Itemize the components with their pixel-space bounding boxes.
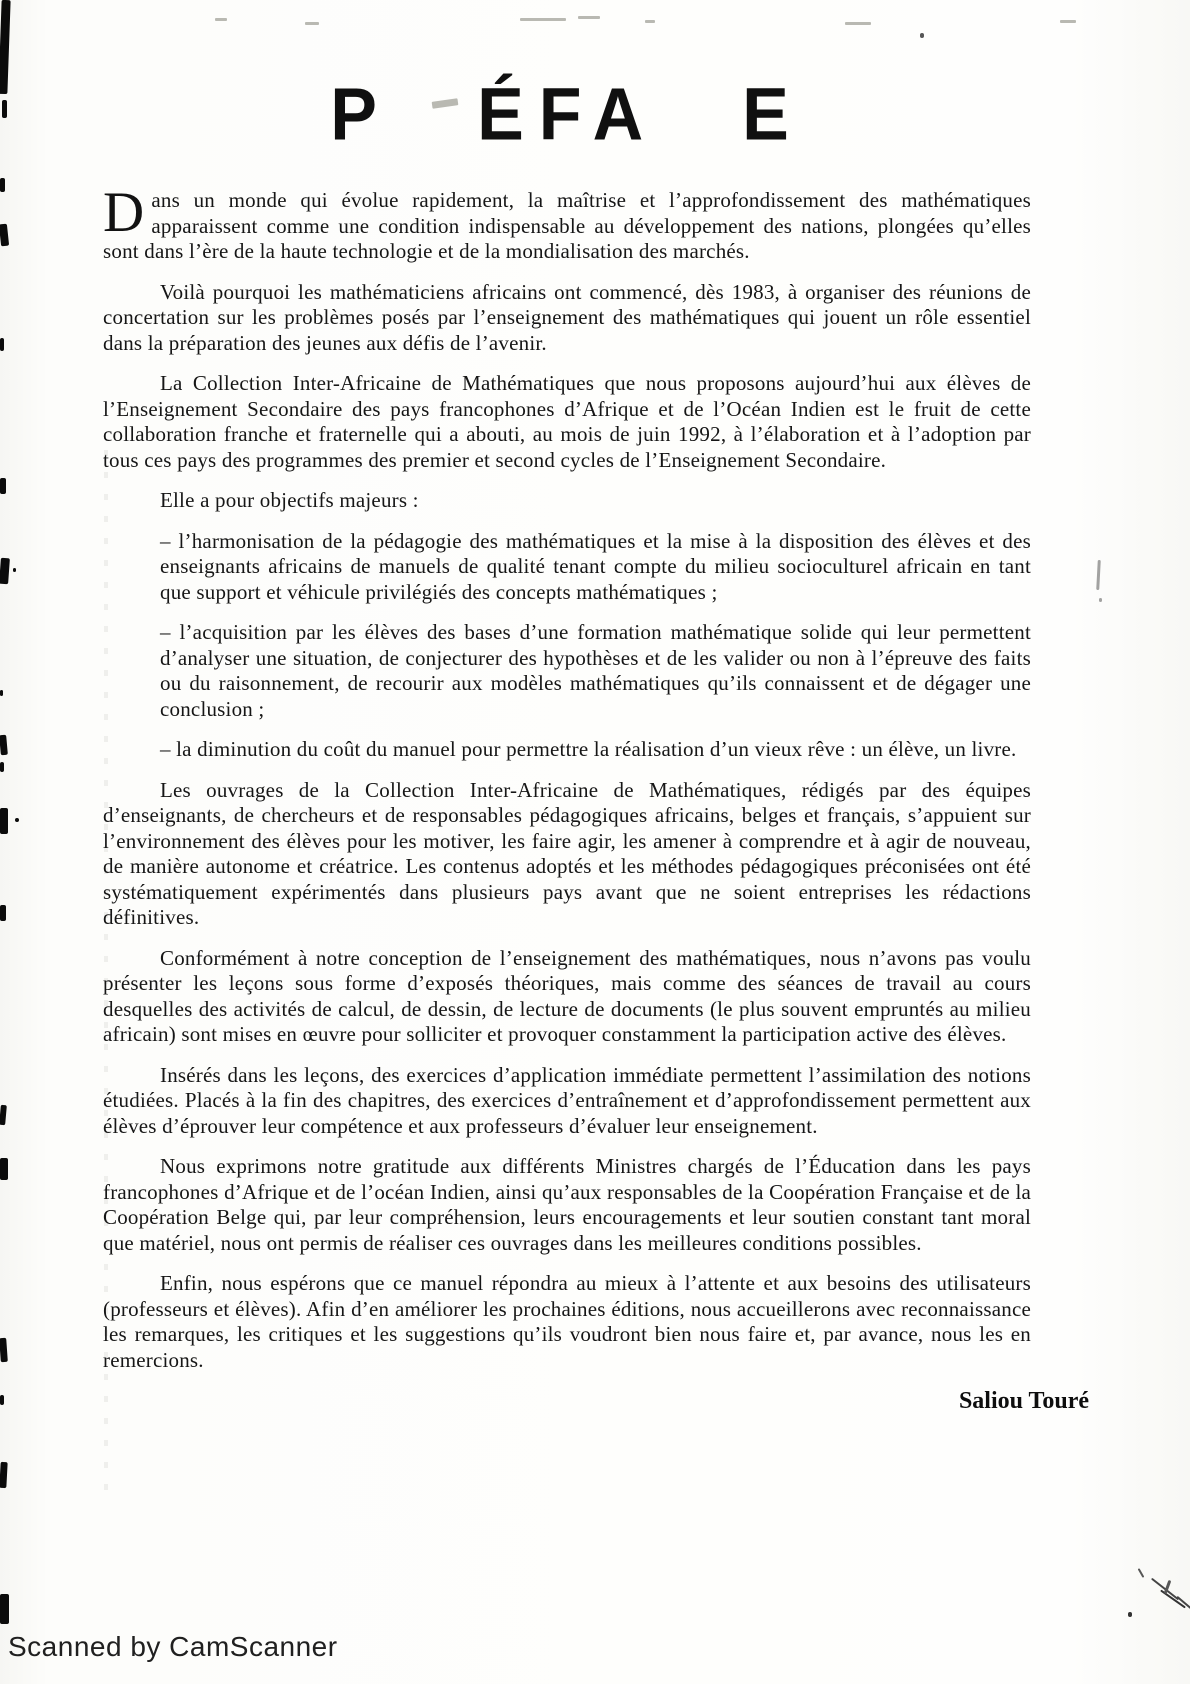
- paragraph: Les ouvrages de la Collection Inter-Africaine de Mathématiques, rédigés par des équipes d’enseignants, de chercheurs et de responsables pédagogiques africains, belges et français, s’appuient sur l’environnement des élèves pour les motiver, les faire agir, les amener à comprendre et à agir de nouveau, de manière autonome et créatrice. Les contenus adoptés et les méthodes pédagogiques préconisées ont été systématiquement expérimentés dans plusieurs pays avant que ne soient entreprises les rédactions définitives.: [103, 777, 1031, 929]
- scan-artifact: [0, 735, 8, 756]
- scan-artifact: [0, 1338, 8, 1362]
- scan-artifact: [0, 905, 6, 921]
- scan-artifact: [520, 18, 566, 21]
- scan-artifact: [305, 22, 319, 25]
- scan-artifact: [0, 1395, 4, 1405]
- scan-artifact: [0, 1158, 8, 1180]
- scan-artifact: [1138, 1568, 1145, 1578]
- scan-artifact: [0, 178, 5, 192]
- scan-artifact: [578, 16, 600, 19]
- scan-artifact: [0, 558, 10, 585]
- scan-artifact: [920, 33, 924, 38]
- objective-item: – l’harmonisation de la pédagogie des mathématiques et la mise à la disposition des élèves et des enseignants africains de manuels de qualité tenant compte du milieu socioculturel africain en tant que support et véhicule privilégiés des concepts mathématiques ;: [160, 528, 1031, 604]
- scan-artifact: [0, 690, 3, 696]
- scan-artifact: [0, 1462, 8, 1488]
- objective-item: – l’acquisition par les élèves des bases d’une formation mathématique solide qui leur permettent d’analyser une situation, de conjecturer des hypothèses et de les valider ou non à l’épreuve des faits ou du raisonnement, de recourir aux modèles mathématiques qu’ils connaissent et de dégager une conclusion ;: [160, 620, 1031, 721]
- scan-artifact: [215, 18, 227, 21]
- objectives-intro: Elle a pour objectifs majeurs :: [160, 488, 419, 512]
- scan-artifact: [1060, 20, 1076, 23]
- preface-text-block: [103, 56, 1089, 1415]
- scan-artifact: [1096, 560, 1101, 590]
- scan-artifact: [15, 818, 19, 822]
- objectives-list: [160, 529, 1031, 763]
- paragraph: Nous exprimons notre gratitude aux différents Ministres chargés de l’Éducation dans les pays francophones d’Afrique et de l’océan Indien, ainsi qu’aux responsables de la Coopération Française et de la Coopération Belge qui, par leur compréhension, leurs encouragements et leur soutien constant tant moral que matériel, nous ont permis de réaliser ces ouvrages dans les meilleures conditions possibles.: [103, 1154, 1031, 1255]
- paragraph: Conformément à notre conception de l’enseignement des mathématiques, nous n’avons pas voulu présenter les leçons sous forme d’exposés théoriques, mais comme des séances de travail au cours desquelles des activités de calcul, de dessin, de lecture de documents (le plus souvent empruntés au milieu africain) sont mises en œuvre pour solliciter et provoquer constamment la participation active des élèves.: [103, 945, 1031, 1046]
- paragraph: Insérés dans les leçons, des exercices d’application immédiate permettent l’assimilation des notions étudiées. Placés à la fin des chapitres, des exercices d’entraînement et d’approfondissement permettent aux élèves d’éprouver leur compétence et aux professeurs d’évaluer leur enseignement.: [103, 1062, 1031, 1138]
- paragraph: Enfin, nous espérons que ce manuel répondra au mieux à l’attente et aux besoins des utilisateurs (professeurs et élèves). Afin d’en améliorer les prochaines éditions, nous accueillerons avec reconnaissance les remarques, les critiques et les suggestions qu’ils voudront bien nous faire et, par avance, nous les en remercions.: [103, 1271, 1031, 1372]
- scan-artifact: [2, 100, 7, 118]
- camscanner-watermark: Scanned by CamScanner: [8, 1631, 338, 1662]
- scan-artifact: [0, 1105, 7, 1125]
- scan-artifact: [845, 22, 871, 25]
- author-signature: Saliou Touré: [958, 1388, 1089, 1414]
- scan-artifact: [0, 808, 8, 834]
- paragraph: Voilà pourquoi les mathématiciens africains ont commencé, dès 1983, à organiser des réunions de concertation sur les problèmes posés par l’enseignement des mathématiques qui jouent un rôle essentiel dans la préparation des jeunes aux défis de l’avenir.: [103, 279, 1031, 355]
- scan-artifact: [0, 338, 4, 351]
- scan-artifact: [645, 20, 655, 23]
- scan-artifact: [0, 224, 9, 247]
- scan-artifact: [0, 762, 4, 772]
- page-title: P ÉFA E: [330, 72, 804, 156]
- scan-artifact: [1128, 1612, 1132, 1617]
- scan-artifact: [0, 1594, 9, 1624]
- paragraph-text: ans un monde qui évolue rapidement, la maîtrise et l’approfondissement des mathématiques apparaissent comme une condition indispensable au développement des nations, plongées qu’elles sont dans l’ère de la haute technologie et de la mondialisation des marchés.: [103, 188, 1031, 263]
- scan-artifact: [0, 478, 6, 494]
- drop-cap: D: [103, 181, 145, 244]
- paragraph: La Collection Inter-Africaine de Mathématiques que nous proposons aujourd’hui aux élèves de l’Enseignement Secondaire des pays francophones d’Afrique et de l’Océan Indien est le fruit de cette collaboration franche et fraternelle qui a abouti, au mois de juin 1992, à l’élaboration et à l’adoption par tous ces pays des programmes des premier et second cycles de l’Enseignement Secondaire.: [103, 371, 1031, 472]
- scan-artifact: [1099, 598, 1102, 602]
- scan-artifact: [0, 0, 11, 94]
- scan-artifact: [13, 568, 16, 572]
- objective-item: – la diminution du coût du manuel pour permettre la réalisation d’un vieux rêve : un élève, un livre.: [160, 737, 1017, 761]
- paragraph: [103, 181, 1031, 265]
